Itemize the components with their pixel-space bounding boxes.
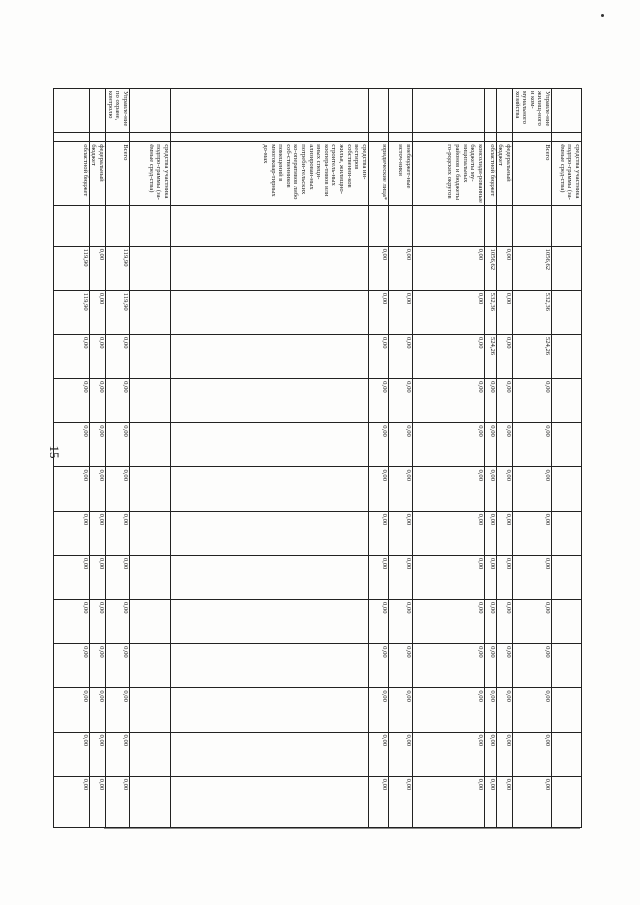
table-cell: 0,00 xyxy=(89,467,105,511)
table-cell: 0,00 xyxy=(513,732,552,776)
table-cell xyxy=(129,555,170,599)
table-cell: 0,00 xyxy=(412,423,484,467)
table-cell xyxy=(552,599,582,643)
table-row xyxy=(484,89,496,828)
scan-speck xyxy=(601,14,604,17)
table-cell: 0,00 xyxy=(89,688,105,732)
table-cell xyxy=(170,644,368,688)
table-cell xyxy=(106,206,130,246)
budget-table xyxy=(53,88,582,828)
table-cell: 0,00 xyxy=(89,290,105,334)
table-cell: 119,90 xyxy=(106,246,130,290)
table-cell-source: внебюджет-ные источ-ники xyxy=(388,142,412,206)
table-row xyxy=(496,89,512,828)
table-cell xyxy=(170,776,368,827)
table-cell xyxy=(129,423,170,467)
table-cell xyxy=(53,206,89,246)
table-cell xyxy=(552,732,582,776)
table-cell: 0,00 xyxy=(89,511,105,555)
table-cell: 0,00 xyxy=(513,511,552,555)
table-cell: 0,00 xyxy=(496,334,512,378)
table-cell: 524,26 xyxy=(513,334,552,378)
table-cell xyxy=(129,290,170,334)
table-cell-department xyxy=(129,89,170,133)
table-cell: 0,00 xyxy=(388,511,412,555)
table-cell xyxy=(129,732,170,776)
table-cell: 0,00 xyxy=(368,467,388,511)
table-cell: 0,00 xyxy=(513,688,552,732)
table-cell: 0,00 xyxy=(412,467,484,511)
table-cell-department: Управле-ние по охране, контролю xyxy=(106,89,130,133)
table-cell xyxy=(129,133,170,142)
table-cell xyxy=(89,206,105,246)
table-cell: 0,00 xyxy=(513,599,552,643)
table-cell xyxy=(484,206,496,246)
table-cell: 0,00 xyxy=(412,555,484,599)
table-cell: 0,00 xyxy=(412,379,484,423)
table-cell: 0,00 xyxy=(513,379,552,423)
table-cell: 0,00 xyxy=(53,599,89,643)
table-cell: 0,00 xyxy=(106,776,130,827)
table-cell: 0,00 xyxy=(484,776,496,827)
table-row xyxy=(552,89,582,828)
table-row xyxy=(368,89,388,828)
table-cell: 0,00 xyxy=(496,423,512,467)
table-cell xyxy=(368,206,388,246)
table-cell: 1056,62 xyxy=(484,246,496,290)
table-cell-source: Всего xyxy=(513,142,552,206)
table-cell: 1056,62 xyxy=(513,246,552,290)
table-cell: 0,00 xyxy=(89,334,105,378)
table-cell-department xyxy=(496,89,512,133)
table-cell: 0,00 xyxy=(368,732,388,776)
table-cell-department xyxy=(53,89,89,133)
table-cell xyxy=(552,206,582,246)
table-cell: 0,00 xyxy=(368,423,388,467)
table-cell xyxy=(552,644,582,688)
table-row xyxy=(129,89,170,828)
table-cell: 0,00 xyxy=(106,688,130,732)
table-cell: 0,00 xyxy=(106,644,130,688)
table-cell xyxy=(552,290,582,334)
table-cell-department xyxy=(89,89,105,133)
budget-table-frame xyxy=(81,88,582,828)
table-cell: 0,00 xyxy=(53,644,89,688)
table-cell: 0,00 xyxy=(53,511,89,555)
table-cell: 0,00 xyxy=(496,290,512,334)
table-row xyxy=(89,89,105,828)
table-cell: 0,00 xyxy=(496,246,512,290)
table-cell xyxy=(129,599,170,643)
table-cell xyxy=(170,511,368,555)
table-cell xyxy=(129,206,170,246)
table-cell: 0,00 xyxy=(106,334,130,378)
table-cell: 0,00 xyxy=(106,555,130,599)
table-cell: 0,00 xyxy=(496,555,512,599)
table-cell: 119,90 xyxy=(53,290,89,334)
table-cell: 0,00 xyxy=(368,334,388,378)
table-cell: 0,00 xyxy=(368,379,388,423)
table-cell-source: федеральный бюджет xyxy=(89,142,105,206)
table-cell: 0,00 xyxy=(388,688,412,732)
table-cell xyxy=(170,688,368,732)
table-cell: 0,00 xyxy=(368,644,388,688)
table-cell: 0,00 xyxy=(388,246,412,290)
table-cell-department xyxy=(412,89,484,133)
table-cell xyxy=(552,379,582,423)
table-cell xyxy=(552,334,582,378)
table-cell xyxy=(129,246,170,290)
table-cell: 0,00 xyxy=(496,644,512,688)
table-cell-source: средства участника подпро-граммы (за-ёмные сред-ства) xyxy=(129,142,170,206)
table-cell: 0,00 xyxy=(484,688,496,732)
table-cell: 0,00 xyxy=(53,732,89,776)
table-cell: 0,00 xyxy=(496,688,512,732)
table-cell: 0,00 xyxy=(496,467,512,511)
table-cell: 0,00 xyxy=(89,423,105,467)
table-cell: 0,00 xyxy=(388,334,412,378)
table-cell xyxy=(552,133,582,142)
table-cell-source: федеральный бюджет xyxy=(496,142,512,206)
table-cell: 0,00 xyxy=(412,246,484,290)
table-cell: 0,00 xyxy=(496,732,512,776)
table-cell: 0,00 xyxy=(412,290,484,334)
table-cell xyxy=(170,467,368,511)
table-cell-department xyxy=(552,89,582,133)
table-cell: 0,00 xyxy=(513,644,552,688)
table-cell xyxy=(170,290,368,334)
table-cell xyxy=(552,555,582,599)
table-cell xyxy=(89,133,105,142)
table-cell: 0,00 xyxy=(513,423,552,467)
table-cell: 0,00 xyxy=(513,776,552,827)
table-cell: 0,00 xyxy=(89,644,105,688)
table-cell-source: областной бюджет xyxy=(484,142,496,206)
table-cell xyxy=(368,133,388,142)
table-cell: 0,00 xyxy=(89,732,105,776)
table-cell: 0,00 xyxy=(53,467,89,511)
table-cell: 0,00 xyxy=(412,334,484,378)
table-cell: 0,00 xyxy=(484,379,496,423)
table-cell-source: консолиди-рованные бюджеты му-ниципальных районов и бюджеты го-родских округов xyxy=(412,142,484,206)
table-cell: 0,00 xyxy=(368,555,388,599)
table-cell: 0,00 xyxy=(484,732,496,776)
table-row xyxy=(53,89,89,828)
table-cell: 0,00 xyxy=(53,334,89,378)
table-cell: 0,00 xyxy=(388,290,412,334)
table-row xyxy=(388,89,412,828)
table-cell-department: Управле-ние жилищ-ного и ком-мунального хозяйства xyxy=(513,89,552,133)
table-cell xyxy=(170,732,368,776)
table-cell xyxy=(552,467,582,511)
budget-table-rotated xyxy=(81,88,582,828)
table-cell: 0,00 xyxy=(496,599,512,643)
table-cell: 0,00 xyxy=(484,599,496,643)
table-row xyxy=(513,89,552,828)
table-cell: 0,00 xyxy=(368,599,388,643)
table-cell: 0,00 xyxy=(53,776,89,827)
table-cell: 0,00 xyxy=(106,511,130,555)
table-cell: 0,00 xyxy=(496,776,512,827)
table-cell: 0,00 xyxy=(412,599,484,643)
table-cell: 0,00 xyxy=(368,290,388,334)
table-cell: 0,00 xyxy=(89,246,105,290)
table-cell: 0,00 xyxy=(496,511,512,555)
table-cell: 0,00 xyxy=(412,688,484,732)
table-cell-source: средства участника подпро-граммы (за-ёмные сред-ства) xyxy=(552,142,582,206)
table-cell: 0,00 xyxy=(484,467,496,511)
table-cell: 0,00 xyxy=(89,555,105,599)
table-cell: 0,00 xyxy=(496,379,512,423)
table-cell: 0,00 xyxy=(388,379,412,423)
table-row xyxy=(106,89,130,828)
table-cell-department xyxy=(368,89,388,133)
table-cell: 0,00 xyxy=(53,423,89,467)
table-cell: 0,00 xyxy=(53,379,89,423)
table-cell: 0,00 xyxy=(89,776,105,827)
table-cell xyxy=(170,379,368,423)
table-cell xyxy=(170,599,368,643)
table-cell: 0,00 xyxy=(484,423,496,467)
table-cell: 0,00 xyxy=(412,511,484,555)
table-cell: 0,00 xyxy=(89,599,105,643)
table-cell xyxy=(513,133,552,142)
table-cell xyxy=(170,423,368,467)
page-number: 15 xyxy=(47,445,62,459)
table-cell xyxy=(129,379,170,423)
table-cell: 0,00 xyxy=(388,423,412,467)
table-cell-source: областной бюджет xyxy=(53,142,89,206)
table-cell xyxy=(129,467,170,511)
table-cell xyxy=(388,133,412,142)
table-cell xyxy=(388,206,412,246)
table-cell: 0,00 xyxy=(388,555,412,599)
table-cell: 0,00 xyxy=(106,423,130,467)
table-cell xyxy=(552,511,582,555)
table-cell-department xyxy=(388,89,412,133)
table-cell: 0,00 xyxy=(412,732,484,776)
table-cell xyxy=(129,511,170,555)
table-cell-source: юридические лица* xyxy=(368,142,388,206)
table-cell: 0,00 xyxy=(106,599,130,643)
table-cell xyxy=(412,133,484,142)
table-cell: 0,00 xyxy=(484,511,496,555)
table-cell: 0,00 xyxy=(484,644,496,688)
table-cell: 0,00 xyxy=(106,379,130,423)
table-cell: 0,00 xyxy=(106,732,130,776)
table-cell: 532,36 xyxy=(513,290,552,334)
table-cell: 524,26 xyxy=(484,334,496,378)
table-cell xyxy=(170,133,368,142)
table-cell-source: Всего xyxy=(106,142,130,206)
table-cell xyxy=(170,246,368,290)
table-cell: 0,00 xyxy=(89,379,105,423)
table-cell xyxy=(129,776,170,827)
table-cell: 0,00 xyxy=(53,555,89,599)
table-cell: 532,36 xyxy=(484,290,496,334)
table-cell xyxy=(129,334,170,378)
table-cell xyxy=(552,776,582,827)
table-cell: 0,00 xyxy=(388,732,412,776)
table-cell: 0,00 xyxy=(388,776,412,827)
table-cell xyxy=(129,644,170,688)
table-cell xyxy=(496,133,512,142)
table-cell xyxy=(129,688,170,732)
table-cell: 0,00 xyxy=(412,644,484,688)
table-row xyxy=(412,89,484,828)
table-cell: 0,00 xyxy=(513,555,552,599)
table-cell: 0,00 xyxy=(388,467,412,511)
table-cell-department xyxy=(484,89,496,133)
table-cell: 0,00 xyxy=(106,467,130,511)
table-cell: 0,00 xyxy=(368,511,388,555)
table-cell-source: средства ин-вестиров собственни-ков жилья, жилищно-строитель-ных коопера-тивов или иных специ-ализирован-ных потреби-тельских ко-оперативов либо соб-ственников помещений в многоквар-тирных до-мах xyxy=(170,142,368,206)
table-cell xyxy=(170,334,368,378)
table-cell xyxy=(552,246,582,290)
table-cell: 119,90 xyxy=(106,290,130,334)
table-cell: 0,00 xyxy=(513,467,552,511)
table-cell: 0,00 xyxy=(368,688,388,732)
table-cell: 0,00 xyxy=(412,776,484,827)
table-cell xyxy=(484,133,496,142)
table-cell xyxy=(552,423,582,467)
table-cell xyxy=(170,555,368,599)
table-cell: 0,00 xyxy=(368,776,388,827)
table-cell: 0,00 xyxy=(368,246,388,290)
table-cell-department xyxy=(170,89,368,133)
table-cell xyxy=(412,206,484,246)
table-cell xyxy=(496,206,512,246)
table-cell xyxy=(170,206,368,246)
table-cell xyxy=(552,688,582,732)
scan-edge-line xyxy=(104,828,580,829)
table-cell xyxy=(53,133,89,142)
table-cell: 119,90 xyxy=(53,246,89,290)
table-cell: 0,00 xyxy=(388,644,412,688)
table-cell: 0,00 xyxy=(484,555,496,599)
table-cell: 0,00 xyxy=(388,599,412,643)
table-cell xyxy=(106,133,130,142)
table-cell: 0,00 xyxy=(53,688,89,732)
table-row xyxy=(170,89,368,828)
table-cell xyxy=(513,206,552,246)
